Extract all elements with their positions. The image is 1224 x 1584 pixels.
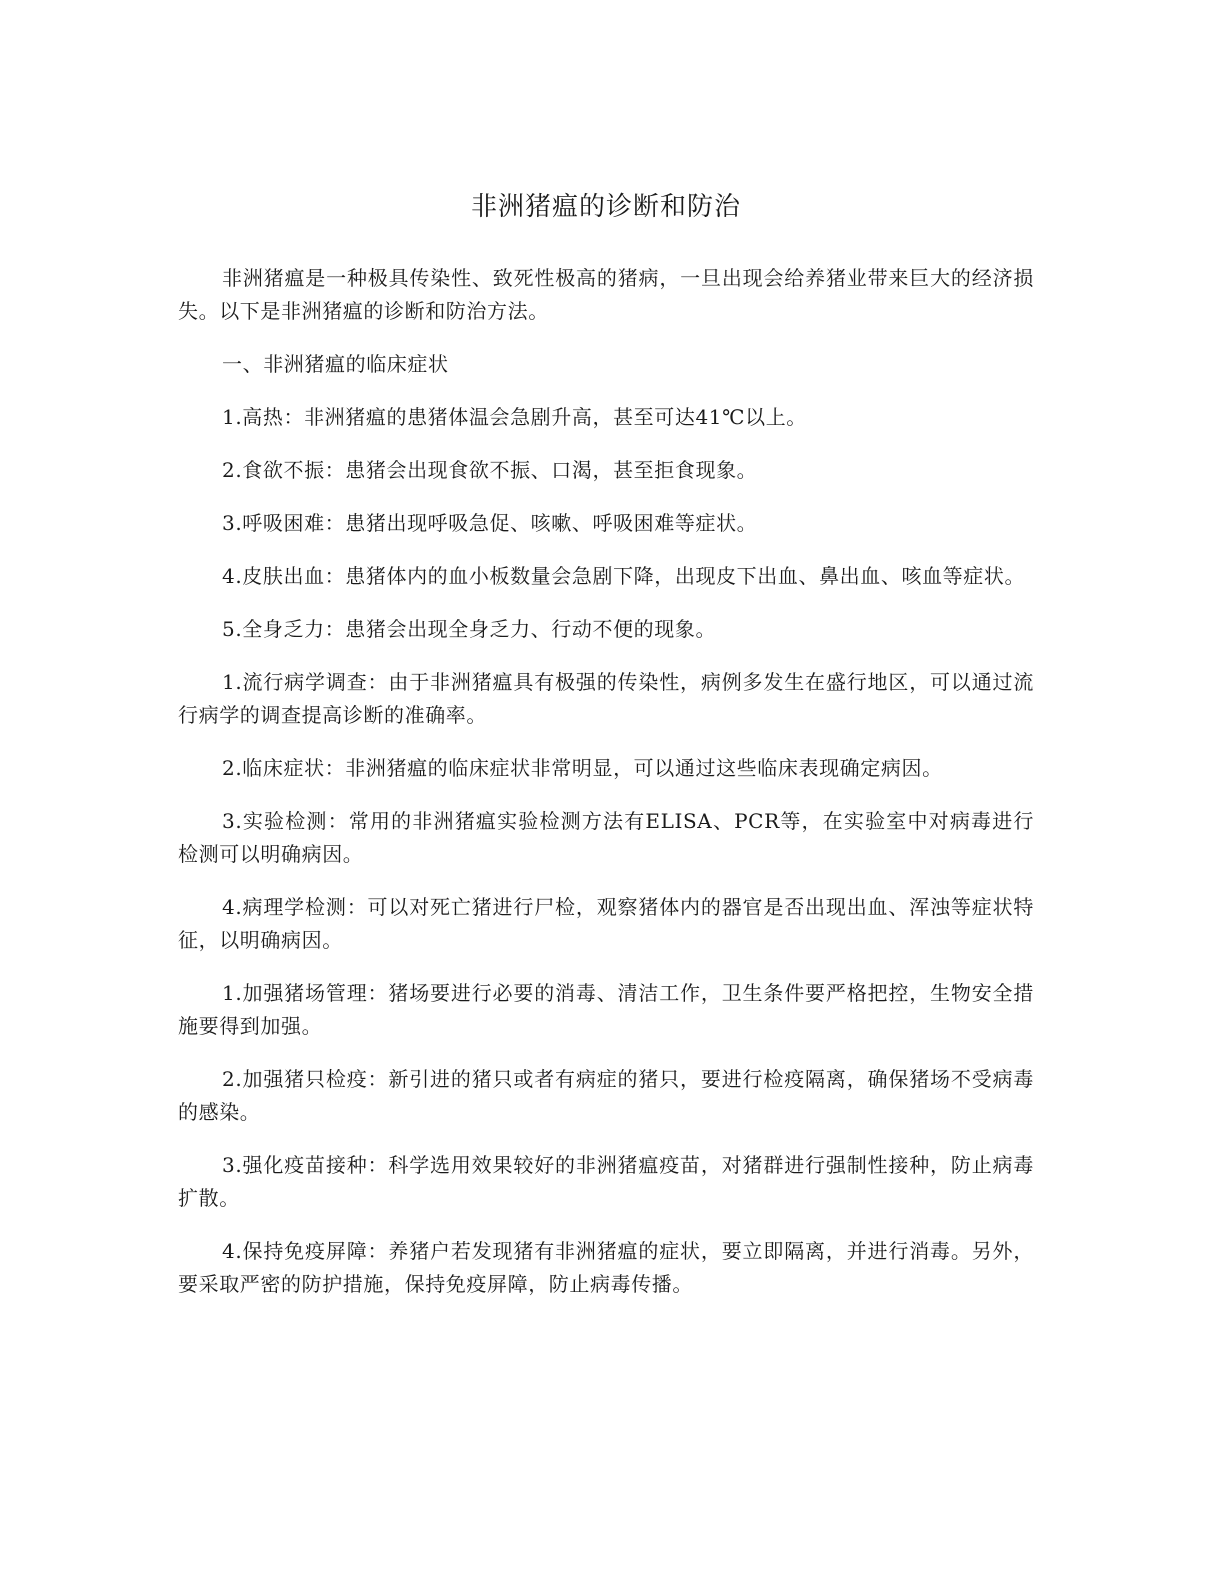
diagnosis-epidemiology: 1.流行病学调查：由于非洲猪瘟具有极强的传染性，病例多发生在盛行地区，可以通过流行病学的调查提高诊断的准确率。: [178, 670, 1034, 727]
document-title: 非洲猪瘟的诊断和防治: [470, 192, 741, 222]
prevention-management: 1.加强猪场管理：猪场要进行必要的消毒、清洁工作，卫生条件要严格把控，生物安全措施要得到加强。: [178, 981, 1034, 1038]
diagnosis-pathology: 4.病理学检测：可以对死亡猪进行尸检，观察猪体内的器官是否出现出血、浑浊等症状特征，以明确病因。: [178, 895, 1034, 952]
intro-paragraph: 非洲猪瘟是一种极具传染性、致死性极高的猪病，一旦出现会给养猪业带来巨大的经济损失。以下是非洲猪瘟的诊断和防治方法。: [178, 266, 1034, 323]
symptom-weakness: 5.全身乏力：患猪会出现全身乏力、行动不便的现象。: [222, 617, 717, 641]
symptom-breathing: 3.呼吸困难：患猪出现呼吸急促、咳嗽、呼吸困难等症状。: [222, 511, 758, 535]
document-page: [178, 188, 1034, 1321]
symptom-fever: 1.高热：非洲猪瘟的患猪体温会急剧升高，甚至可达41℃以上。: [222, 405, 807, 429]
symptom-bleeding: 4.皮肤出血：患猪体内的血小板数量会急剧下降，出现皮下出血、鼻出血、咳血等症状。: [222, 564, 1026, 588]
symptom-appetite: 2.食欲不振：患猪会出现食欲不振、口渴，甚至拒食现象。: [222, 458, 758, 482]
prevention-quarantine: 2.加强猪只检疫：新引进的猪只或者有病症的猪只，要进行检疫隔离，确保猪场不受病毒的感染。: [178, 1067, 1034, 1124]
diagnosis-clinical: 2.临床症状：非洲猪瘟的临床症状非常明显，可以通过这些临床表现确定病因。: [222, 756, 943, 780]
diagnosis-lab: 3.实验检测：常用的非洲猪瘟实验检测方法有ELISA、PCR等，在实验室中对病毒进行检测可以明确病因。: [178, 809, 1034, 866]
section-heading-symptoms: 一、非洲猪瘟的临床症状: [222, 352, 449, 376]
prevention-barrier: 4.保持免疫屏障：养猪户若发现猪有非洲猪瘟的症状，要立即隔离，并进行消毒。另外，要采取严密的防护措施，保持免疫屏障，防止病毒传播。: [178, 1239, 1034, 1296]
prevention-vaccination: 3.强化疫苗接种：科学选用效果较好的非洲猪瘟疫苗，对猪群进行强制性接种，防止病毒扩散。: [178, 1153, 1034, 1210]
